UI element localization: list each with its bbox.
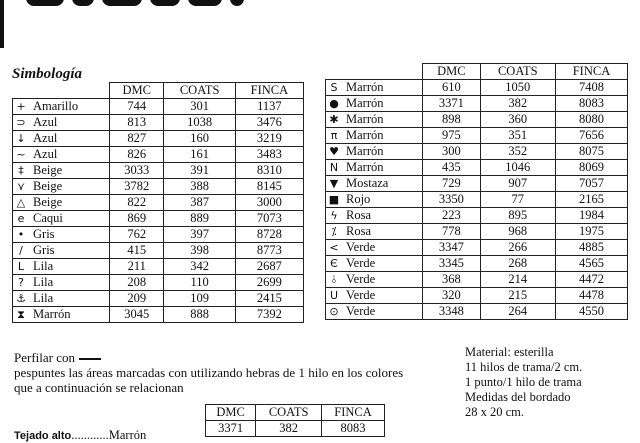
value-dmc: 778: [423, 224, 480, 240]
value-dmc: 813: [110, 115, 164, 131]
value-coats: 109: [164, 291, 235, 307]
value-dmc: 435: [423, 160, 480, 176]
value-finca: 8080: [555, 112, 627, 128]
color-name: Lila: [29, 291, 110, 307]
value-coats: 398: [164, 243, 235, 259]
y-symbol: ⋎: [13, 179, 30, 195]
color-name: Verde: [342, 272, 423, 288]
blank-header: [326, 64, 423, 80]
value-dmc: 610: [423, 80, 480, 96]
value-dmc: 3045: [110, 307, 164, 323]
color-name: Caqui: [29, 211, 110, 227]
value-finca: 8310: [235, 163, 303, 179]
value-dmc: 368: [423, 272, 480, 288]
outline-thread-table: [205, 404, 385, 437]
header-dmc: DMC: [206, 405, 256, 421]
value-coats: 266: [480, 240, 555, 256]
header-coats: COATS: [164, 83, 235, 99]
color-name: Marrón: [342, 96, 423, 112]
header-finca: FINCA: [235, 83, 303, 99]
u-symbol: U: [326, 288, 343, 304]
value-finca: 4885: [555, 240, 627, 256]
value-coats: 889: [164, 211, 235, 227]
value-dmc: 320: [423, 288, 480, 304]
table-row: [326, 192, 628, 208]
material-line: Medidas del bordado: [465, 390, 571, 404]
value-dmc: 827: [110, 131, 164, 147]
table-row: [326, 176, 628, 192]
value-dmc: 208: [110, 275, 164, 291]
value-coats: 888: [164, 307, 235, 323]
value-dmc: 869: [110, 211, 164, 227]
color-name: Lila: [29, 259, 110, 275]
value-dmc: 975: [423, 128, 480, 144]
value-dmc: 3347: [423, 240, 480, 256]
table-row: [13, 227, 304, 243]
header-coats: COATS: [480, 64, 555, 80]
material-line: 1 punto/1 hilo de trama: [465, 375, 582, 389]
value-finca: 7073: [235, 211, 303, 227]
heart-symbol: ♥: [326, 144, 343, 160]
slash-symbol: /: [13, 243, 30, 259]
value-finca: 3219: [235, 131, 303, 147]
triangle-symbol: △: [13, 195, 30, 211]
value-dmc: 211: [110, 259, 164, 275]
color-name: Rosa: [342, 208, 423, 224]
table-row: [13, 211, 304, 227]
value-coats: 382: [256, 421, 322, 437]
superset-symbol: ⊃: [13, 115, 30, 131]
color-name: Marrón: [29, 307, 110, 323]
table-row: [326, 272, 628, 288]
s-symbol: S: [326, 80, 343, 96]
value-coats: 895: [480, 208, 555, 224]
material-line: 11 hilos de trama/2 cm.: [465, 360, 583, 374]
color-name: Amarillo: [29, 99, 110, 115]
anchor-symbol: ⚓: [13, 291, 30, 307]
color-name: Beige: [29, 179, 110, 195]
material-info: [465, 345, 635, 420]
color-name: Lila: [29, 275, 110, 291]
square-symbol: ■: [326, 192, 343, 208]
color-name: Beige: [29, 195, 110, 211]
value-finca: 1984: [555, 208, 627, 224]
filled-circle-symbol: ●: [326, 96, 343, 112]
table-row: [13, 275, 304, 291]
value-dmc: 223: [423, 208, 480, 224]
color-name: Azul: [29, 147, 110, 163]
plus-symbol: +: [13, 99, 30, 115]
question-symbol: ?: [13, 275, 30, 291]
value-coats: 391: [164, 163, 235, 179]
page-title: Simbología: [12, 66, 83, 82]
value-coats: 397: [164, 227, 235, 243]
page-margin-bar: [0, 0, 4, 48]
table-row: [13, 259, 304, 275]
value-finca: 7392: [235, 307, 303, 323]
n-symbol: N: [326, 160, 343, 176]
blank-header: [13, 83, 110, 99]
table-row: [326, 144, 628, 160]
header-finca: FINCA: [555, 64, 627, 80]
color-name: Rosa: [342, 224, 423, 240]
value-dmc: 415: [110, 243, 164, 259]
bolt-symbol: ϟ: [326, 208, 343, 224]
value-coats: 351: [480, 128, 555, 144]
color-name: Gris: [29, 243, 110, 259]
tilde-symbol: ~: [13, 147, 30, 163]
color-name: Verde: [342, 304, 423, 320]
table-row: [326, 240, 628, 256]
table-row: [13, 115, 304, 131]
value-finca: 8083: [322, 421, 385, 437]
asterisk-symbol: ✱: [326, 112, 343, 128]
value-finca: 8069: [555, 160, 627, 176]
table-row: [326, 256, 628, 272]
value-finca: 4478: [555, 288, 627, 304]
value-dmc: 3348: [423, 304, 480, 320]
table-row: [13, 307, 304, 323]
color-name: Azul: [29, 115, 110, 131]
value-dmc: 300: [423, 144, 480, 160]
value-dmc: 3371: [206, 421, 256, 437]
value-finca: 8083: [555, 96, 627, 112]
color-name: Marrón: [342, 144, 423, 160]
value-coats: 382: [480, 96, 555, 112]
value-dmc: 3782: [110, 179, 164, 195]
value-finca: 3483: [235, 147, 303, 163]
color-name: Verde: [342, 256, 423, 272]
value-finca: 7408: [555, 80, 627, 96]
value-finca: 2165: [555, 192, 627, 208]
value-finca: 8773: [235, 243, 303, 259]
down-triangle-symbol: ▼: [326, 176, 343, 192]
backstitch-line-icon: [79, 358, 101, 360]
symbol-table-right: [325, 63, 628, 320]
tejado-color: Marrón: [108, 428, 147, 442]
table-row: [13, 147, 304, 163]
value-coats: 161: [164, 147, 235, 163]
value-coats: 264: [480, 304, 555, 320]
e-symbol: e: [13, 211, 30, 227]
material-line: 28 x 20 cm.: [465, 405, 525, 419]
value-finca: 1975: [555, 224, 627, 240]
table-row: [326, 160, 628, 176]
value-coats: 301: [164, 99, 235, 115]
value-finca: 2699: [235, 275, 303, 291]
value-coats: 1050: [480, 80, 555, 96]
table-row: [13, 131, 304, 147]
table-row: [326, 304, 628, 320]
value-finca: 4550: [555, 304, 627, 320]
table-row: [13, 291, 304, 307]
color-name: Rojo: [342, 192, 423, 208]
value-finca: 3476: [235, 115, 303, 131]
color-name: Azul: [29, 131, 110, 147]
hourglass-symbol: ⧗: [13, 307, 30, 323]
table-row: [326, 80, 628, 96]
table-row: [13, 243, 304, 259]
symbol-table-left: [12, 82, 304, 323]
value-coats: 388: [164, 179, 235, 195]
c-symbol: Є: [326, 256, 343, 272]
value-dmc: 3033: [110, 163, 164, 179]
instructions-text: Perfilar con pespuntes las áreas marcadas con utilizando hebras de 1 hilo en los colores que a continuación se relacionan: [14, 350, 404, 395]
table-row: [326, 288, 628, 304]
table-row: [13, 163, 304, 179]
color-name: Verde: [342, 288, 423, 304]
value-dmc: 822: [110, 195, 164, 211]
material-line: Material: esterilla: [465, 345, 554, 359]
value-coats: 387: [164, 195, 235, 211]
header-finca: FINCA: [322, 405, 385, 421]
color-name: Verde: [342, 240, 423, 256]
value-coats: 214: [480, 272, 555, 288]
color-name: Marrón: [342, 128, 423, 144]
tejado-label: Tejado alto: [14, 430, 72, 442]
color-name: Mostaza: [342, 176, 423, 192]
less-than-symbol: <: [326, 240, 343, 256]
table-row: [326, 224, 628, 240]
value-coats: 352: [480, 144, 555, 160]
value-dmc: 3345: [423, 256, 480, 272]
value-coats: 342: [164, 259, 235, 275]
value-finca: 4565: [555, 256, 627, 272]
table-row: [13, 195, 304, 211]
header-dmc: DMC: [423, 64, 480, 80]
value-finca: 8145: [235, 179, 303, 195]
value-dmc: 3350: [423, 192, 480, 208]
l-symbol: L: [13, 259, 30, 275]
pin-symbol: ⫰: [326, 272, 343, 288]
color-name: Marrón: [342, 160, 423, 176]
value-finca: 4472: [555, 272, 627, 288]
value-finca: 7057: [555, 176, 627, 192]
value-finca: 7656: [555, 128, 627, 144]
value-dmc: 744: [110, 99, 164, 115]
color-name: Beige: [29, 163, 110, 179]
double-dagger-symbol: ‡: [13, 163, 30, 179]
value-dmc: 898: [423, 112, 480, 128]
table-row: [13, 179, 304, 195]
value-coats: 77: [480, 192, 555, 208]
value-coats: 360: [480, 112, 555, 128]
value-finca: 8728: [235, 227, 303, 243]
percent-symbol: ⁒: [326, 224, 343, 240]
table-row: [326, 208, 628, 224]
value-dmc: 826: [110, 147, 164, 163]
value-coats: 968: [480, 224, 555, 240]
value-coats: 268: [480, 256, 555, 272]
value-finca: 2687: [235, 259, 303, 275]
table-row: [326, 128, 628, 144]
outline-instructions: [14, 350, 404, 395]
table-row: [326, 96, 628, 112]
circled-dot-symbol: ⊙: [326, 304, 343, 320]
value-coats: 1038: [164, 115, 235, 131]
header-coats: COATS: [256, 405, 322, 421]
value-dmc: 3371: [423, 96, 480, 112]
value-coats: 110: [164, 275, 235, 291]
value-dmc: 729: [423, 176, 480, 192]
value-coats: 907: [480, 176, 555, 192]
color-name: Marrón: [342, 112, 423, 128]
value-dmc: 762: [110, 227, 164, 243]
down-arrow-symbol: ↓: [13, 131, 30, 147]
value-dmc: 209: [110, 291, 164, 307]
value-finca: 3000: [235, 195, 303, 211]
value-coats: 1046: [480, 160, 555, 176]
tejado-leader: ............: [71, 428, 109, 442]
dot-symbol: •: [13, 227, 30, 243]
header-dmc: DMC: [110, 83, 164, 99]
cropped-heading-fragment: [0, 0, 640, 10]
table-row: [326, 112, 628, 128]
value-coats: 215: [480, 288, 555, 304]
table-row: [13, 99, 304, 115]
value-coats: 160: [164, 131, 235, 147]
color-name: Marrón: [342, 80, 423, 96]
value-finca: 1137: [235, 99, 303, 115]
tejado-alto-row: [14, 428, 146, 443]
value-finca: 8075: [555, 144, 627, 160]
pi-symbol: π: [326, 128, 343, 144]
value-finca: 2415: [235, 291, 303, 307]
color-name: Gris: [29, 227, 110, 243]
